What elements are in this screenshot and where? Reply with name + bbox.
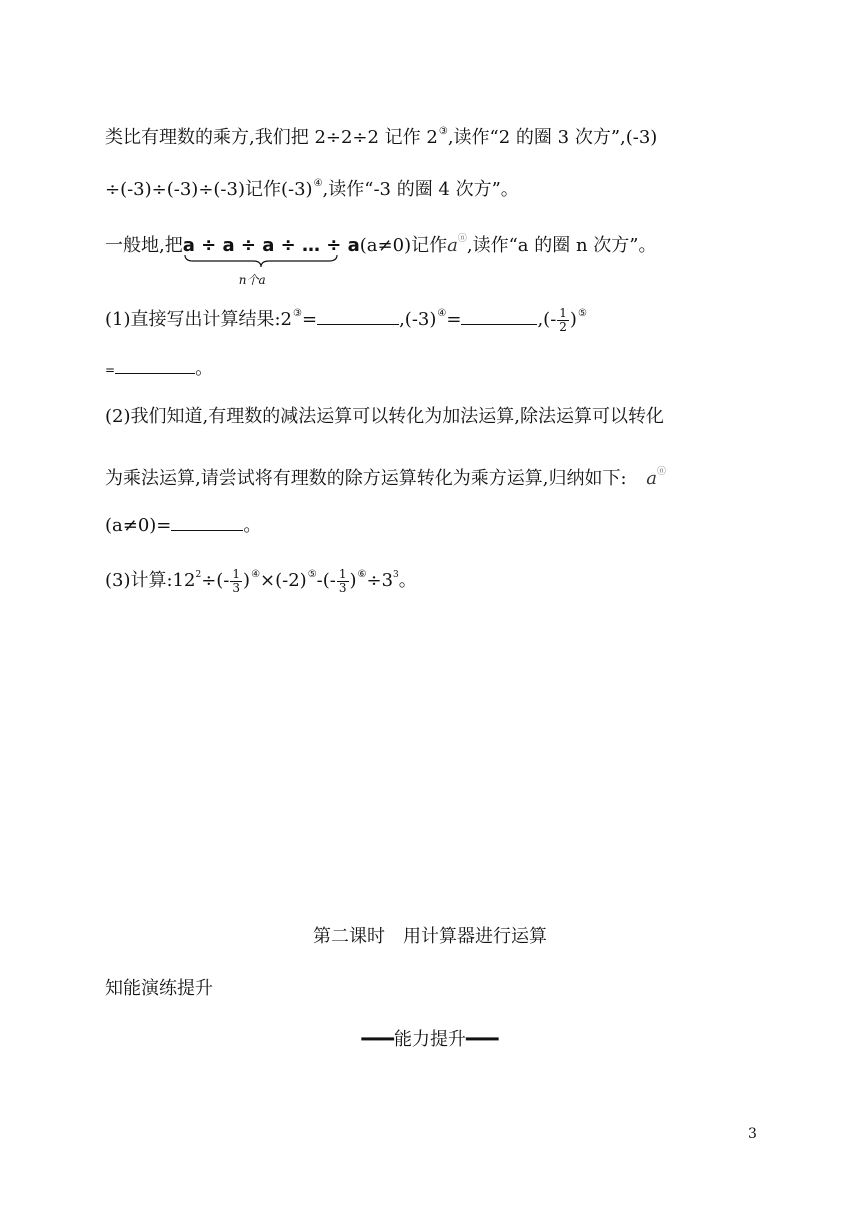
fraction-one-third-2 xyxy=(337,568,349,595)
question-2-line-3 xyxy=(105,512,261,538)
circled-3-superscript: ③ xyxy=(438,126,448,137)
question-1-line-2 xyxy=(105,355,213,382)
intro-line-1 xyxy=(105,120,657,150)
question-2-line-2 xyxy=(105,460,666,491)
equals-sign: = xyxy=(105,363,116,377)
circled-4-superscript: ④ xyxy=(437,308,447,319)
circled-4-superscript: ④ xyxy=(313,178,323,189)
intro-line-1-text-b: ,读作“2 的圈 3 次方”,(-3) xyxy=(447,127,658,148)
intro-line-3 xyxy=(105,227,657,287)
question-3-label: (3)计算:12 xyxy=(105,570,196,591)
circled-6-superscript: ⑥ xyxy=(357,569,367,580)
answer-blank-2[interactable] xyxy=(461,306,537,325)
fraction-one-third xyxy=(230,568,242,595)
question-2-line-1 xyxy=(105,405,664,429)
underbrace-expression xyxy=(182,234,360,287)
multiply-term: ×(-2) xyxy=(260,570,307,591)
circled-4-superscript: ④ xyxy=(251,569,261,580)
superscript-3: 3 xyxy=(393,570,399,580)
minus-open: -(- xyxy=(316,570,336,591)
circled-5-superscript: ⑤ xyxy=(307,569,317,580)
a-circle-n-symbol: a xyxy=(646,468,657,489)
circled-3-superscript: ③ xyxy=(293,308,302,319)
question-3-line xyxy=(105,563,417,595)
circled-n-superscript: ⓝ xyxy=(457,234,467,244)
intro-line-2-text-b: ,读作“-3 的圈 4 次方”。 xyxy=(322,179,519,200)
fraction-denominator: 3 xyxy=(232,580,241,595)
division-term: ÷3 xyxy=(366,570,394,591)
section-title: 第二课时 用计算器进行运算 xyxy=(313,926,547,947)
a-circle-n-symbol: a xyxy=(447,235,458,256)
close-paren: ) xyxy=(349,570,357,591)
answer-blank-4[interactable] xyxy=(171,512,243,531)
fraction-one-half xyxy=(557,307,569,334)
underbrace-icon xyxy=(183,254,339,268)
equals-sign: = xyxy=(446,309,462,330)
circled-n-superscript: ⓝ xyxy=(656,467,666,477)
underbrace-label: n个a xyxy=(238,273,266,287)
subsection-title: 知能演练提升 xyxy=(105,978,213,999)
fraction-numerator: 1 xyxy=(232,566,241,581)
fraction-numerator: 1 xyxy=(559,305,567,320)
separator: ,(-3) xyxy=(399,309,437,330)
period: 。 xyxy=(398,570,417,591)
fraction-denominator: 2 xyxy=(559,319,567,334)
separator: ,(- xyxy=(537,309,557,330)
superscript-2: 2 xyxy=(195,570,202,580)
intro-line-3-text-a: 一般地,把 xyxy=(105,235,183,256)
close-paren: ) xyxy=(243,570,251,591)
intro-line-3-text-b: (a≠0)记作 xyxy=(359,235,448,256)
period: 。 xyxy=(243,515,262,536)
intro-line-1-text-a: 类比有理数的乘方,我们把 2÷2÷2 记作 2 xyxy=(105,127,438,148)
fraction-denominator: 3 xyxy=(338,580,347,595)
question-2-text-1: (2)我们知道,有理数的减法运算可以转化为加法运算,除法运算可以转化 xyxy=(105,406,664,427)
division-open: ÷(- xyxy=(201,570,230,591)
answer-blank-3[interactable] xyxy=(115,355,195,374)
period: 。 xyxy=(195,358,214,379)
intro-line-2 xyxy=(105,172,519,202)
intro-line-2-text-a: ÷(-3)÷(-3)÷(-3)记作(-3) xyxy=(105,179,313,200)
close-paren: ) xyxy=(569,309,577,330)
intro-line-3-text-c: ,读作“a 的圈 n 次方”。 xyxy=(466,235,657,256)
question-2-text-3: (a≠0)= xyxy=(105,515,172,536)
repeated-division-expression: a ÷ a ÷ a ÷ … ÷ a xyxy=(182,235,360,256)
answer-blank-1[interactable] xyxy=(317,306,399,325)
equals-sign: = xyxy=(301,309,318,330)
question-2-text-2: 为乘法运算,请尝试将有理数的除方运算转化为乘方运算,归纳如下: xyxy=(105,468,627,489)
fraction-numerator: 1 xyxy=(338,566,347,581)
circled-5-superscript: ⑤ xyxy=(577,308,587,319)
ability-heading: ━━━能力提升━━━ xyxy=(361,1029,499,1050)
question-1-label: (1)直接写出计算结果:2 xyxy=(105,309,293,330)
page-number: 3 xyxy=(748,1126,757,1142)
question-1-line xyxy=(105,302,587,334)
